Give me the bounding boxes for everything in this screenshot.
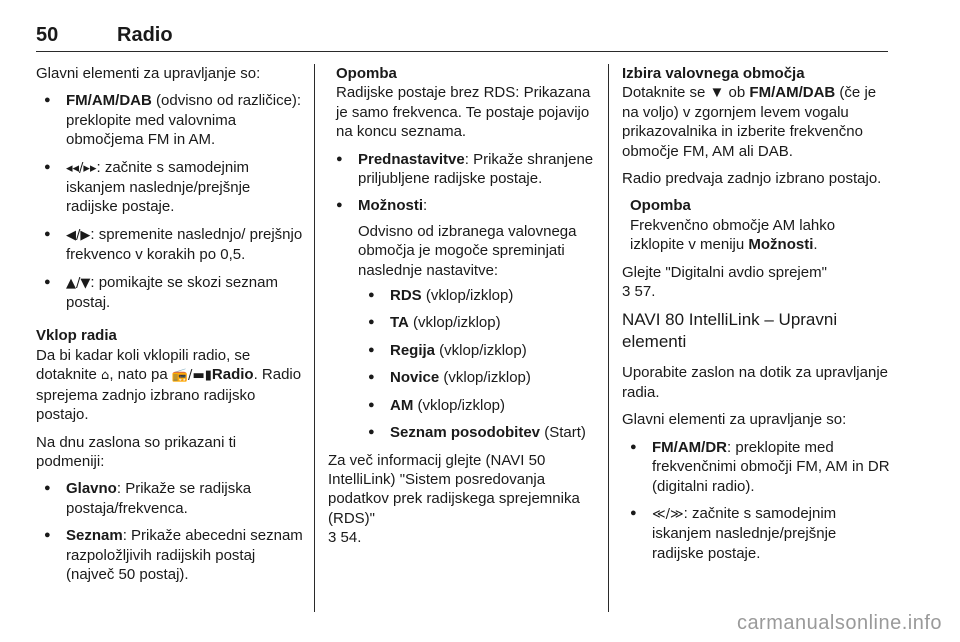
list-item: ● Novice (vklop/izklop) xyxy=(358,368,600,387)
column-divider xyxy=(608,64,609,612)
header-rule xyxy=(36,51,888,52)
band-heading: Izbira valovnega območja xyxy=(622,65,805,82)
column-3 xyxy=(622,64,892,571)
submenu-list xyxy=(36,479,304,584)
page-number: 50 xyxy=(36,24,59,46)
column-divider xyxy=(314,64,315,612)
note-box: Opomba Frekvenčno območje AM lahko izklopite v meniju Možnosti. xyxy=(630,197,836,254)
section-title: Radio xyxy=(117,24,173,46)
page-reference[interactable]: 3 57. xyxy=(622,283,656,301)
list-item: ● RDS (vklop/izklop) xyxy=(358,286,600,305)
last-station-text: Radio predvaja zadnjo izbrano postajo. xyxy=(622,170,882,188)
page-header xyxy=(36,24,888,52)
navi80-heading: NAVI 80 IntelliLink – Upravni elementi xyxy=(622,310,838,352)
list-item: ● Seznam: Prikaže abecedni seznam razpoložljivih radijskih postaj (največ 50 postaj). xyxy=(36,526,304,584)
vklop-heading: Vklop radia xyxy=(36,327,117,345)
note-heading: Opomba xyxy=(336,65,397,82)
navi80-controls-intro: Glavni elementi za upravljanje so: xyxy=(622,411,847,429)
scroll-icon: ▲/▼ xyxy=(66,275,91,291)
step-icon: ◀/▶ xyxy=(66,227,91,243)
controls-list xyxy=(36,91,304,312)
list-item: ● TA (vklop/izklop) xyxy=(358,313,600,332)
list-item: ● Možnosti: Odvisno od izbranega valovnega območja je mogoče spreminjati naslednje nastavitve: ● RDS (vklop/izklop) ● TA (vklop/izklop) ● Regija (vklop/izklop) ● Novice (vklop/izklop) ● AM (vklop/izklop) ● Seznam posodobitev (Start) xyxy=(328,196,600,442)
band-paragraph: Izbira valovnega območja Dotaknite se ▼ ob FM/AM/DAB (če je na voljo) v zgornjem levem vogalu prikazovalnika in izberite frekvenčno območje FM, AM ali DAB. xyxy=(622,65,877,160)
see-also: Glejte "Digitalni avdio sprejem" 3 57. xyxy=(622,263,827,301)
navi80-controls-list xyxy=(622,438,892,563)
list-item: ● Seznam posodobitev (Start) xyxy=(358,423,600,442)
column-2 xyxy=(328,64,600,556)
list-item: ● ◀/▶: spremenite naslednjo/ prejšnjo frekvenco v korakih po 0,5. xyxy=(36,225,304,265)
page-reference[interactable]: 3 54. xyxy=(328,529,362,547)
list-item: ● FM/AM/DR: preklopite med frekvenčnimi območji FM, AM in DR (digitalni radio). xyxy=(622,438,892,496)
radio-icon: 📻/▬▮ xyxy=(171,368,212,384)
submenu-intro: Na dnu zaslona so prikazani ti podmeniji: xyxy=(36,433,237,470)
note-heading: Opomba xyxy=(630,197,691,215)
list-item: ● ≪/≫: začnite s samodejnim iskanjem naslednje/prejšnje radijske postaje. xyxy=(622,504,892,563)
list-item: ● FM/AM/DAB (odvisno od različice): preklopite med valovnima območjema FM in AM. xyxy=(36,91,304,149)
watermark: carmanualsonline.info xyxy=(736,612,942,634)
list-item: ● Regija (vklop/izklop) xyxy=(358,341,600,360)
seek-icon: ◂◂/▸▸ xyxy=(66,160,97,176)
settings-list xyxy=(358,286,600,442)
seek-icon: ≪/≫ xyxy=(652,506,684,522)
vklop-paragraph: Vklop radia Da bi kadar koli vklopili radio, se dotaknite ⌂, nato pa 📻/▬▮Radio. Radio sprejema zadnjo izbrano radijsko postajo. xyxy=(36,327,302,424)
home-icon: ⌂ xyxy=(101,368,110,384)
list-item: ● ▲/▼: pomikajte se skozi seznam postaj. xyxy=(36,273,304,313)
list-item: ● AM (vklop/izklop) xyxy=(358,396,600,415)
list-item: ● Glavno: Prikaže se radijska postaja/frekvenca. xyxy=(36,479,304,518)
controls-intro: Glavni elementi za upravljanje so: xyxy=(36,65,261,82)
column-1 xyxy=(36,64,304,592)
list-item: ● Prednastavitve: Prikaže shranjene priljubljene radijske postaje. xyxy=(328,150,600,189)
more-info: Za več informacij glejte (NAVI 50 IntelliLink) "Sistem posredovanja podatkov prek radijskega sprejemnika (RDS)" 3 54. xyxy=(328,451,580,547)
options-list xyxy=(328,150,600,443)
note-box: Opomba Radijske postaje brez RDS: Prikazana je samo frekvenca. Te postaje pojavijo na koncu seznama. xyxy=(336,65,591,141)
list-item: ● ◂◂/▸▸: začnite s samodejnim iskanjem naslednje/prejšnje radijske postaje. xyxy=(36,158,304,217)
navi80-intro: Uporabite zaslon na dotik za upravljanje radia. xyxy=(622,364,888,401)
